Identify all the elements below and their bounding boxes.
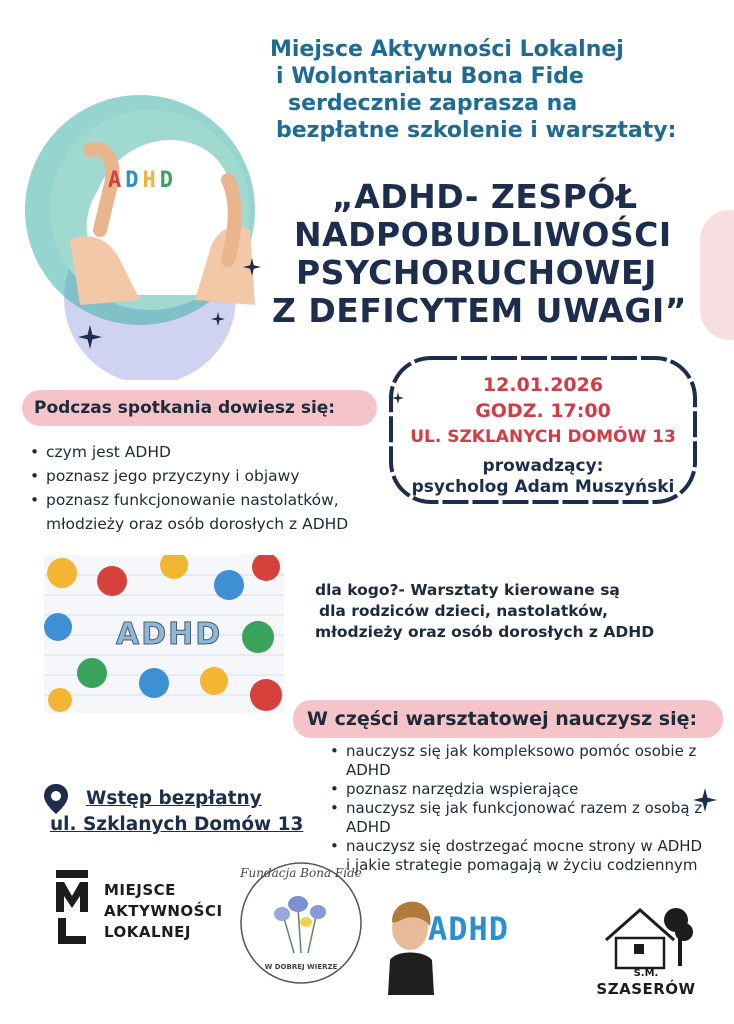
event-time: GODZ. 17:00 (475, 400, 611, 422)
target-audience (315, 580, 695, 643)
list-item: • nauczysz się jak kompleksowo pomóc osobie z ADHD (328, 742, 708, 780)
mal-logo-text (104, 880, 223, 943)
sm-line: S.M. (633, 968, 659, 979)
mal-logo-icon (52, 868, 92, 952)
title-line: PSYCHORUCHOWEJ (296, 253, 657, 292)
list-item: • nauczysz się dostrzegać mocne strony w ADHD i jakie strategie pomagają w życiu codziennym (328, 837, 708, 875)
event-date: 12.01.2026 (482, 374, 604, 396)
fundacja-top-text: Fundacja Bona Fide (240, 866, 362, 880)
mal-line: LOKALNEJ (104, 923, 191, 941)
list-item: • nauczysz się jak funkcjonować razem z osobą z ADHD (328, 799, 708, 837)
audience-line: młodzieży oraz osób dorosłych z ADHD (315, 623, 655, 641)
sparkle-icon (211, 312, 225, 326)
photo-adhd-word: ADHD (116, 617, 223, 652)
section2-list (328, 742, 708, 875)
title-line: Z DEFICYTEM UWAGI” (272, 291, 687, 330)
audience-line: dla rodziców dzieci, nastolatków, (319, 602, 608, 620)
sparkle-icon (392, 392, 404, 404)
hero-letter-d2: D (159, 168, 177, 193)
adhd-paper-balls-photo (44, 555, 284, 713)
sm-line: SZASERÓW (596, 980, 696, 998)
event-host-label: prowadzący: (482, 456, 604, 476)
header-line: bezpłatne szkolenie i warsztaty: (276, 118, 677, 143)
hero-letter-d: D (125, 168, 143, 193)
audience-line: dla kogo?- Warsztaty kierowane są (315, 581, 620, 599)
mal-line: MIEJSCE (104, 881, 176, 899)
event-host: psycholog Adam Muszyński (411, 477, 675, 497)
hero-head-hands-image (60, 120, 260, 310)
section1-list (28, 440, 408, 536)
workshop-title (270, 178, 730, 330)
entry-address: ul. Szklanych Domów 13 (50, 814, 304, 835)
sparkle-icon (78, 325, 102, 349)
header-line: i Wolontariatu Bona Fide (276, 64, 584, 89)
hero-letter-h: H (142, 168, 160, 193)
title-line: „ADHD- ZESPÓŁ (332, 177, 638, 216)
header-invitation (270, 36, 710, 144)
fundacja-bottom-text: W DOBREJ WIERZE (264, 963, 338, 971)
event-info (383, 372, 703, 498)
sparkle-icon (243, 258, 261, 276)
section1-heading: Podczas spotkania dowiesz się: (22, 390, 377, 426)
sm-szaserow-logo (598, 900, 693, 970)
entry-free: Wstęp bezpłatny (86, 788, 262, 809)
title-line: NADPOBUDLIWOŚCI (294, 215, 672, 254)
header-line: Miejsce Aktywności Lokalnej (270, 37, 624, 62)
hero-adhd-word (108, 168, 177, 193)
entry-info (40, 786, 340, 838)
sm-logo-text (596, 968, 696, 998)
section2-heading: W części warsztatowej nauczysz się: (293, 700, 723, 738)
header-line: serdecznie zaprasza na (288, 91, 578, 116)
event-address: UL. SZKLANYCH DOMÓW 13 (410, 427, 676, 447)
list-item: • czym jest ADHD (28, 440, 408, 464)
list-item: • poznasz narzędzia wspierające (328, 780, 708, 799)
hero-letter-a: A (108, 168, 126, 193)
boy-adhd-word: ADHD (428, 910, 510, 948)
list-item: • poznasz funkcjonowanie nastolatków, młodzieży oraz osób dorosłych z ADHD (28, 488, 408, 536)
list-item: • poznasz jego przyczyny i objawy (28, 464, 408, 488)
mal-line: AKTYWNOŚCI (104, 902, 223, 920)
